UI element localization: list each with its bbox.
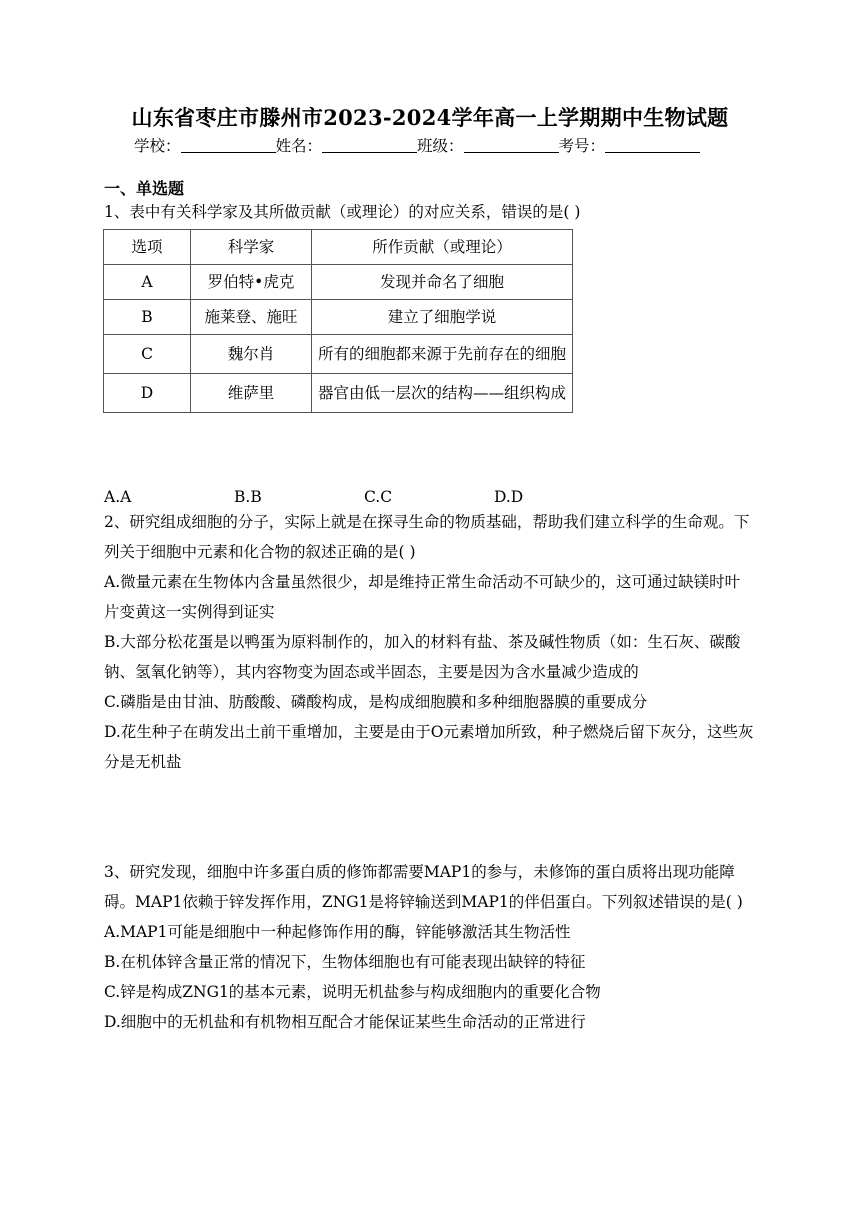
section-title: 一、单选题 [104,179,185,198]
table-cell: 施莱登、施旺 [191,300,312,335]
table-cell: C [104,335,191,374]
table-row [104,335,573,374]
table-cell: B [104,300,191,335]
option-c: C.磷脂是由甘油、肪酸酸、磷酸构成，是构成细胞膜和多种细胞器膜的重要成分 [104,693,648,711]
school-label: 学校： [134,137,181,155]
table-row [104,374,573,413]
question-3-text: 3、研究发现，细胞中许多蛋白质的修饰都需要MAP1的参与，未修饰的蛋白质将出现功能障碍。MAP1依赖于锌发挥作用，ZNG1是将锌输送到MAP1的伴侣蛋白。下列叙述错误的是( ) [104,863,743,911]
class-blank [464,138,559,153]
table-header-cell: 科学家 [191,230,312,265]
option-d: D.花生种子在萌发出土前干重增加，主要是由于O元素增加所致，种子燃烧后留下灰分，这些灰分是无机盐 [104,723,754,771]
table-cell: D [104,374,191,413]
table-cell: 罗伯特•虎克 [191,265,312,300]
table-cell: 维萨里 [191,374,312,413]
name-label: 姓名： [275,137,323,155]
question-1-stem [104,197,754,227]
question-2-text: 2、研究组成细胞的分子，实际上就是在探寻生命的物质基础，帮助我们建立科学的生命观。下列关于细胞中元素和化合物的叙述正确的是( ) [104,513,750,561]
option-d: D.D [494,488,524,506]
table-row [104,265,573,300]
table-cell: A [104,265,191,300]
table-cell: 器官由低一层次的结构——组织构成 [312,374,573,413]
table-cell: 发现并命名了细胞 [312,265,573,300]
school-blank [181,138,276,153]
exam-no-label: 考号： [558,137,606,155]
scientist-table [103,229,573,413]
option-b: B.B [234,488,262,506]
table-header-cell: 所作贡献（或理论） [312,230,573,265]
option-b: B.在机体锌含量正常的情况下，生物体细胞也有可能表现出缺锌的特征 [104,953,586,971]
option-b: B.大部分松花蛋是以鸭蛋为原料制作的，加入的材料有盐、茶及碱性物质（如：生石灰、碳酸钠、氢氧化钠等），其内容物变为固态或半固态，主要是因为含水量减少造成的 [104,633,741,681]
exam-no-blank [605,138,700,153]
table-cell: 魏尔肖 [191,335,312,374]
page-title: 山东省枣庄市滕州市2023-2024学年高一上学期期中生物试题 [131,105,729,130]
class-label: 班级： [417,137,464,155]
option-d: D.细胞中的无机盐和有机物相互配合才能保证某些生命活动的正常进行 [104,1013,586,1031]
option-a: A.MAP1可能是细胞中一种起修饰作用的酶，锌能够激活其生物活性 [104,923,571,941]
table-cell: 所有的细胞都来源于先前存在的细胞 [312,335,573,374]
question-1-text: 1、表中有关科学家及其所做贡献（或理论）的对应关系，错误的是( ) [104,203,581,221]
table-header-cell: 选项 [104,230,191,265]
option-a: A.微量元素在生物体内含量虽然很少，却是维持正常生命活动不可缺少的，这可通过缺镁时叶片变黄这一实例得到证实 [104,573,741,621]
question-3 [104,857,754,1037]
option-a: A.A [104,488,132,506]
table-cell: 建立了细胞学说 [312,300,573,335]
option-c: C.C [364,488,393,506]
student-info-line [134,134,700,156]
name-blank [322,138,417,153]
table-row [104,300,573,335]
option-c: C.锌是构成ZNG1的基本元素，说明无机盐参与构成细胞内的重要化合物 [104,983,601,1001]
table-header-row [104,230,573,265]
question-2 [104,507,754,777]
question-1-options [104,488,624,506]
